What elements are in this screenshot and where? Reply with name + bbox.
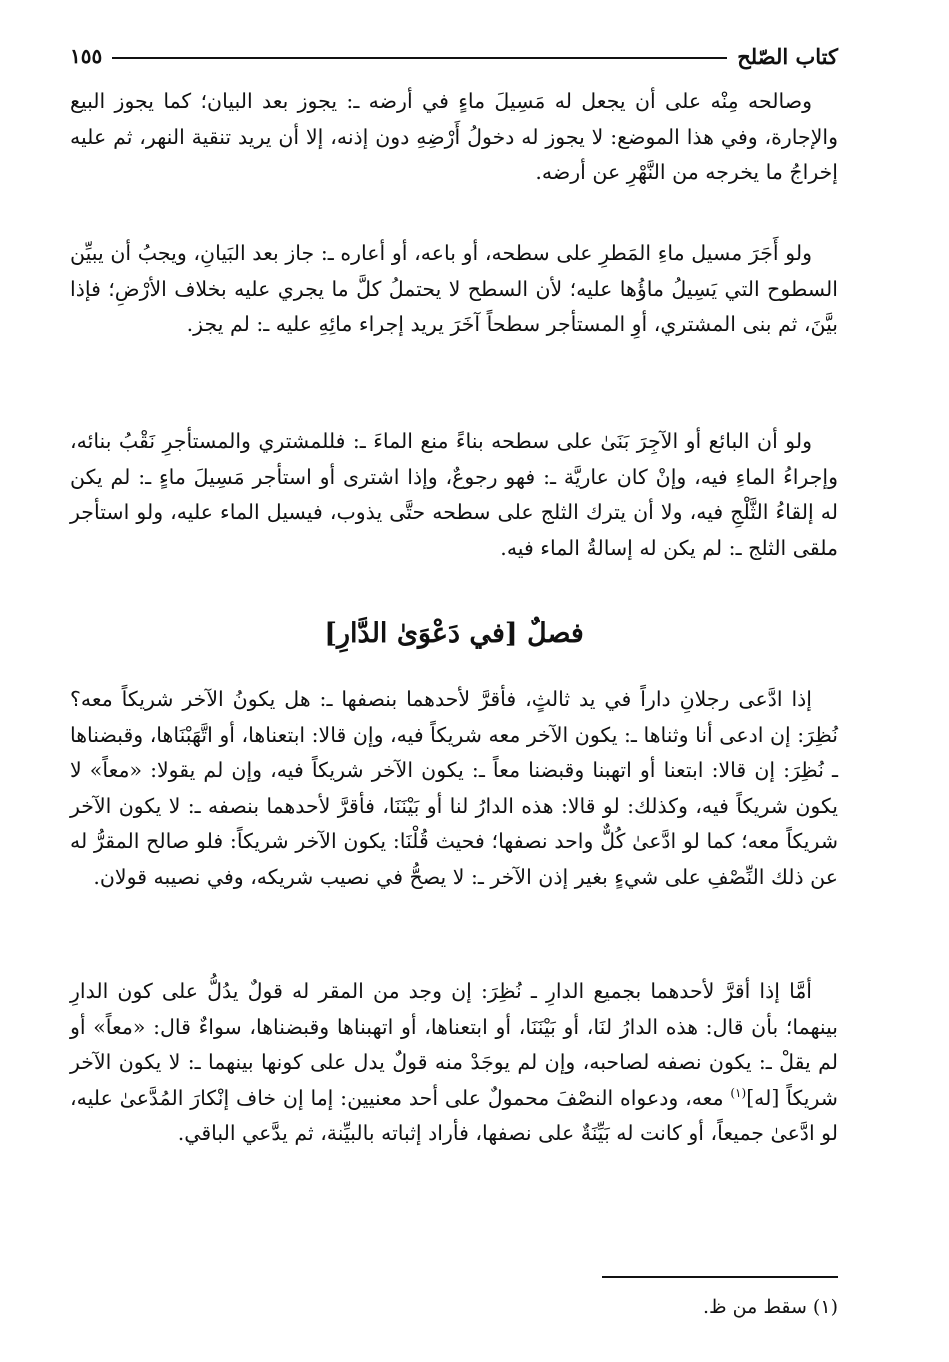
section-paragraph-2-part-a: أمَّا إذا أقرَّ لأحدهما بجميع الدارِ ـ نُظِرَ: إن وجد من المقر له قولٌ يدُلُّ على كون الدارِ بينهما؛ بأن قال: هذه الدارُ لنَا، أو بَيْنَنَا، أو ابتعناها، أو اتهبناها وقبضناها، سواءٌ قال: «معاً» أو لم يقلْ ـ: يكون نصفه لصاحبه، وإن لم يوجَدْ منه قولٌ يدل على كونها بينهما ـ: لا يكون الآخر شريكاً [له]: [70, 979, 838, 1110]
paragraph-1: وصالحه مِنْه على أن يجعل له مَسِيلَ ماءٍ في أرضه ـ: يجوز بعد البيان؛ كما يجوز البيع والإجارة، وفي هذا الموضع: لا يجوز له دخولُ أَرْضِهِ دون إذنه، إلا أن يريد تنقية النهر، ثم عليه إخراجُ ما يخرجه من النَّهْرِ عن أرضه.: [70, 89, 838, 184]
page-number: ١٥٥: [70, 44, 103, 68]
paragraph-3: ولو أن البائع أو الآجِرَ بَنَىٰ على سطحه بناءً منع الماءَ ـ: فللمشتري والمستأجرِ نَقْبُ بنائه، وإجراءُ الماءِ فيه، وإنْ كان عاريَّة ـ: فهو رجوعٌ، وإذا اشترى أو استأجر مَسِيلَ ماءٍ ـ: لم يكن له إلقاءُ الثَّلْجِ فيه، ولا أن يترك الثلج على سطحه حتَّى يذوب، فيسيل الماء عليه، ولو استأجر ملقى الثلج ـ: لم يكن له إسالةُ الماء فيه.: [70, 429, 838, 560]
header-rule: [112, 57, 727, 59]
section-paragraph-2-part-b: معه، ودعواه النصْفَ محمولٌ على أحد معنيين: إما إن خاف إنْكارَ المُدَّعىٰ عليه، لو ادَّعىٰ جميعاً، أو كانت له بَيِّنَةٌ على نصفها، فأراد إثباته بالبيِّنة، ثم يدَّعي الباقي.: [70, 1085, 838, 1145]
section-paragraph-1: إذا ادَّعى رجلانِ داراً في يد ثالثٍ، فأقرَّ لأحدهما بنصفها ـ: هل يكونُ الآخر شريكاً معه؟ نُظِرَ: إن ادعى أنا وثناها ـ: يكون الآخر معه شريكاً فيه، وإن قالا: ابتعناها، أو اتَّهَبْنَاها، وقبضناها ـ نُظِرَ: إن قالا: ابتعنا أو اتهبنا وقبضنا معاً ـ: يكون الآخر شريكاً فيه، وإن لم يقولا: «معاً» لا يكون شريكاً فيه، وكذلك: لو قالا: هذه الدارُ لنا أو بَيْنَنَا، فأقرَّ لأحدهما بنصفه ـ: لا يكون الآخر شريكاً معه؛ كما لو ادَّعىٰ كُلٌّ واحد نصفها؛ فحيث قُلْنَا: يكون الآخر شريكاً: فلو صالح المقرُّ له عن ذلك النِّصْفِ على شيءٍ بغير إذن الآخر ـ: لا يصحُّ في نصيب شريكه، وفي نصيبه قولان.: [70, 687, 838, 889]
paragraph-2: ولو أَجَرَ مسيل ماءِ المَطرِ على سطحه، أو باعه، أو أعاره ـ: جاز بعد البَيانِ، ويجبُ أن يبيِّن السطوح التي يَسِيلُ ماؤُها عليه؛ لأن السطح لا يحتملُ كلَّ ما يجري عليه بخلاف الأرْضِ؛ فإذا بيَّنَ، ثم بنى المشتري، أوِ المستأجر سطحاً آخَرَ يريد إجراء مائِهِ عليه ـ: لم يجز.: [70, 241, 838, 336]
footnote-separator: [602, 1276, 838, 1278]
section-paragraph-2: [70, 974, 838, 1152]
section-heading: فصلٌ [في دَعْوَىٰ الدَّارِ]: [324, 618, 584, 649]
book-title: كتاب الصّلح: [737, 43, 838, 69]
footnote: (١) سقط من ظ.: [703, 1296, 838, 1318]
running-header: [70, 36, 838, 76]
footnote-reference: (١): [730, 1085, 747, 1100]
